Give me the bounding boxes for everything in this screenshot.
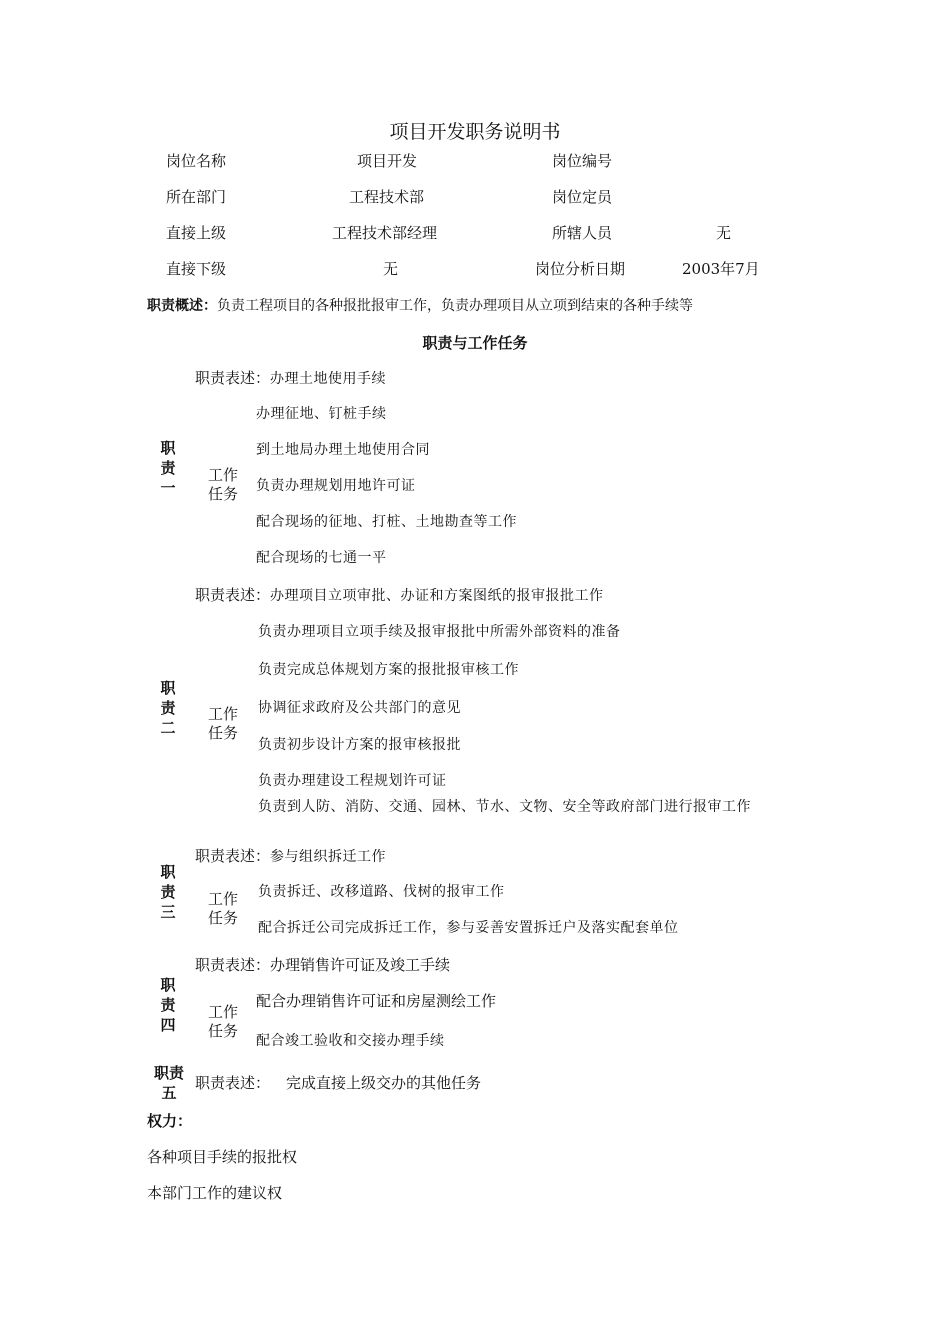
powers-label: 权力： <box>147 1112 193 1130</box>
duty-summary-label: 职责概述： <box>147 298 217 314</box>
duty-4-desc-prefix: 职责表述： <box>195 956 271 974</box>
duty-2-task-1: 负责办理项目立项手续及报审报批中所需外部资料的准备 <box>258 624 621 640</box>
duty-1-task-1: 办理征地、钉桩手续 <box>256 406 387 422</box>
duty-3-work-label: 工作任务 <box>208 890 239 927</box>
duty-summary <box>147 295 693 315</box>
duty-1-desc-prefix: 职责表述： <box>195 369 271 387</box>
duty-5-desc-prefix: 职责表述： <box>195 1074 271 1092</box>
duty-3-description <box>195 845 386 866</box>
duty-4-task-2: 配合竣工验收和交接办理手续 <box>256 1033 445 1049</box>
duty-1-task-5: 配合现场的七通一平 <box>256 550 387 566</box>
info-label-analysis-date: 岗位分析日期 <box>535 260 626 278</box>
info-label-post-name: 岗位名称 <box>166 152 227 170</box>
duty-3-desc-prefix: 职责表述： <box>195 847 271 865</box>
duty-1-task-2: 到土地局办理土地使用合同 <box>256 442 430 458</box>
duty-3-label: 职责三 <box>160 863 176 921</box>
info-value-subordinates: 无 <box>716 224 732 242</box>
duty-4-desc-text: 办理销售许可证及竣工手续 <box>270 956 451 974</box>
duty-2-task-4: 负责初步设计方案的报审核报批 <box>258 737 461 753</box>
duty-1-task-4: 配合现场的征地、打桩、土地勘查等工作 <box>256 514 517 530</box>
info-label-supervisor: 直接上级 <box>166 224 227 242</box>
duty-5-desc-text: 完成直接上级交办的其他任务 <box>286 1074 482 1092</box>
duty-summary-text: 负责工程项目的各种报批报审工作，负责办理项目从立项到结束的各种手续等 <box>217 298 693 314</box>
info-label-direct-reports: 直接下级 <box>166 260 227 278</box>
duty-1-desc-text: 办理土地使用手续 <box>270 371 387 387</box>
duty-1-description <box>195 367 386 388</box>
info-value-department: 工程技术部 <box>349 188 425 206</box>
duty-1-work-label: 工作任务 <box>208 466 239 503</box>
duty-4-task-1: 配合办理销售许可证和房屋测绘工作 <box>256 992 497 1010</box>
info-label-post-code: 岗位编号 <box>552 152 613 170</box>
duty-3-task-1: 负责拆迁、改移道路、伐树的报审工作 <box>258 884 505 900</box>
duty-4-work-label: 工作任务 <box>208 1003 239 1040</box>
duty-2-desc-prefix: 职责表述： <box>195 586 271 604</box>
duty-2-task-6: 负责到人防、消防、交通、园林、节水、文物、安全等政府部门进行报审工作 <box>258 799 751 815</box>
duty-2-label: 职责二 <box>160 679 176 737</box>
duty-3-desc-text: 参与组织拆迁工作 <box>270 849 387 865</box>
info-value-direct-reports: 无 <box>383 260 399 278</box>
duty-2-work-label: 工作任务 <box>208 705 239 742</box>
duty-5-description <box>195 1072 481 1093</box>
power-item-1: 各种项目手续的报批权 <box>147 1148 298 1166</box>
duty-1-task-3: 负责办理规划用地许可证 <box>256 478 416 494</box>
duty-2-task-5: 负责办理建设工程规划许可证 <box>258 773 447 789</box>
info-value-post-name: 项目开发 <box>357 152 418 170</box>
duty-2-desc-text: 办理项目立项审批、办证和方案图纸的报审报批工作 <box>270 588 604 604</box>
duty-2-task-3: 协调征求政府及公共部门的意见 <box>258 700 461 716</box>
duty-3-task-2: 配合拆迁公司完成拆迁工作，参与妥善安置拆迁户及落实配套单位 <box>258 920 679 936</box>
info-value-analysis-date: 2003年7月 <box>682 260 760 278</box>
duty-5-label: 职责五 <box>153 1064 184 1102</box>
info-label-subordinates: 所辖人员 <box>552 224 613 242</box>
section-title: 职责与工作任务 <box>422 334 528 352</box>
info-value-supervisor: 工程技术部经理 <box>332 224 438 242</box>
duty-4-label: 职责四 <box>160 976 176 1034</box>
duty-4-description <box>195 954 450 975</box>
power-item-2: 本部门工作的建议权 <box>147 1184 283 1202</box>
duty-2-description <box>195 584 604 605</box>
duty-1-label: 职责一 <box>160 439 176 497</box>
info-label-headcount: 岗位定员 <box>552 188 613 206</box>
page-title: 项目开发职务说明书 <box>389 121 561 143</box>
duty-2-task-2: 负责完成总体规划方案的报批报审核工作 <box>258 662 519 678</box>
info-label-department: 所在部门 <box>166 188 227 206</box>
